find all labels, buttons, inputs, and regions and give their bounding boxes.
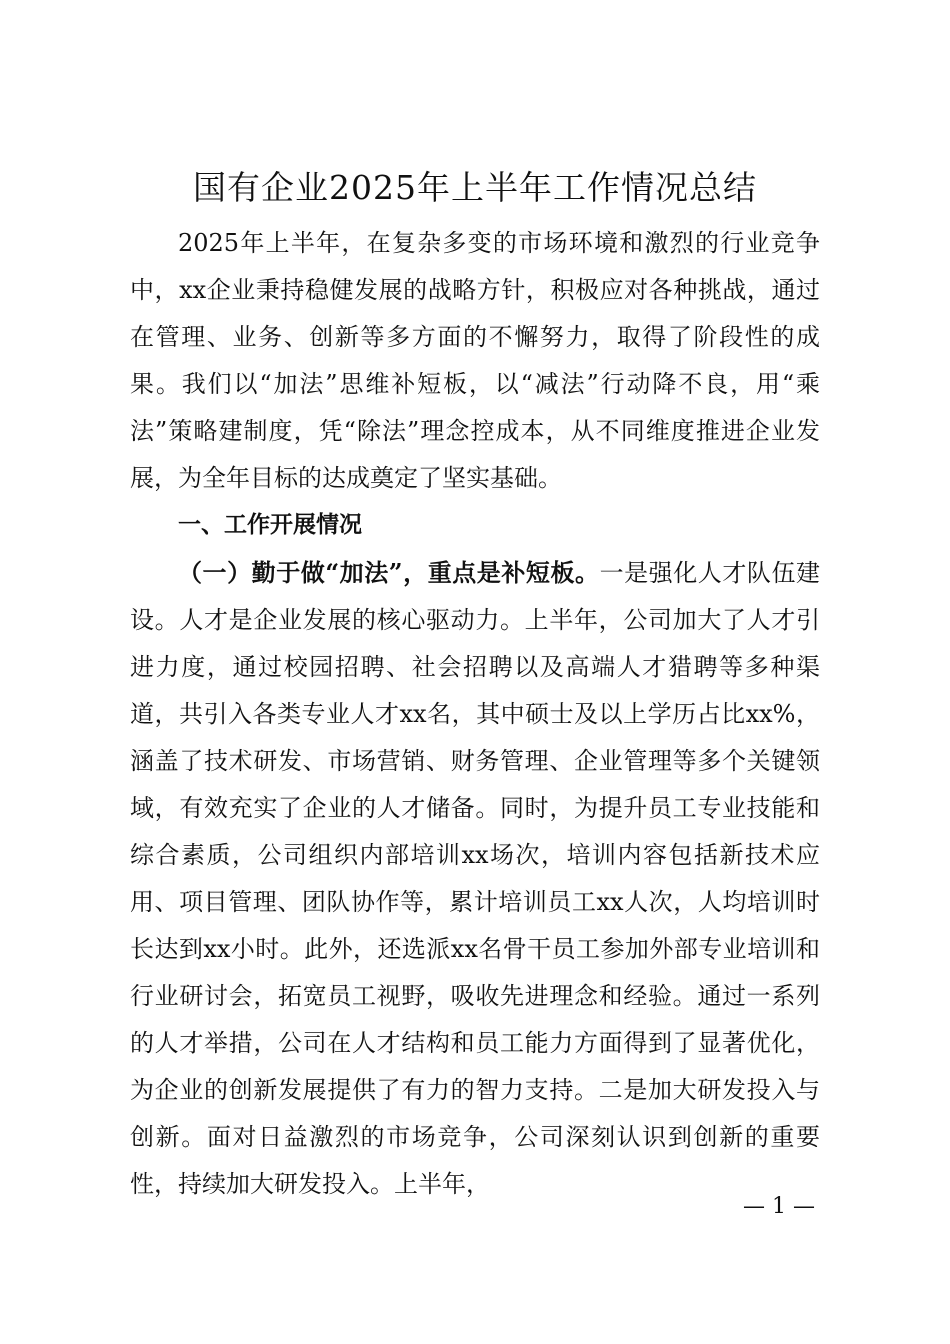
subsection-text-addition: 一是强化人才队伍建设。人才是企业发展的核心驱动力。上半年，公司加大了人才引进力度，通过校园招聘、社会招聘以及高端人才猎聘等多种渠道，共引入各类专业人才xx名，其中硕士及以上学历占比xx%，涵盖了技术研发、市场营销、财务管理、企业管理等多个关键领域，有效充实了企业的人才储备。同时，为提升员工专业技能和综合素质，公司组织内部培训xx场次，培训内容包括新技术应用、项目管理、团队协作等，累计培训员工xx人次，人均培训时长达到xx小时。此外，还选派xx名骨干员工参加外部专业培训和行业研讨会，拓宽员工视野，吸收先进理念和经验。通过一系列的人才举措，公司在人才结构和员工能力方面得到了显著优化，为企业的创新发展提供了有力的智力支持。二是加大研发投入与创新。面对日益激烈的市场竞争，公司深刻认识到创新的重要性，持续加大研发投入。上半年， — [130, 559, 821, 1198]
subsection-lead-addition: （一）勤于做“加法”，重点是补短板。 — [178, 558, 600, 587]
intro-paragraph: 2025年上半年，在复杂多变的市场环境和激烈的行业竞争中，xx企业秉持稳健发展的战略方针，积极应对各种挑战，通过在管理、业务、创新等多方面的不懈努力，取得了阶段性的成果。我们以“加法”思维补短板，以“减法”行动降不良，用“乘法”策略建制度，凭“除法”理念控成本，从不同维度推进企业发展，为全年目标的达成奠定了坚实基础。 — [130, 229, 820, 492]
document-title: 国有企业2025年上半年工作情况总结 — [193, 168, 757, 207]
subsection-paragraph-addition — [130, 549, 820, 1208]
document-body — [130, 220, 820, 1208]
page-number: — 1 — — [743, 1194, 815, 1219]
section-heading-work-status: 一、工作开展情况 — [178, 512, 362, 538]
